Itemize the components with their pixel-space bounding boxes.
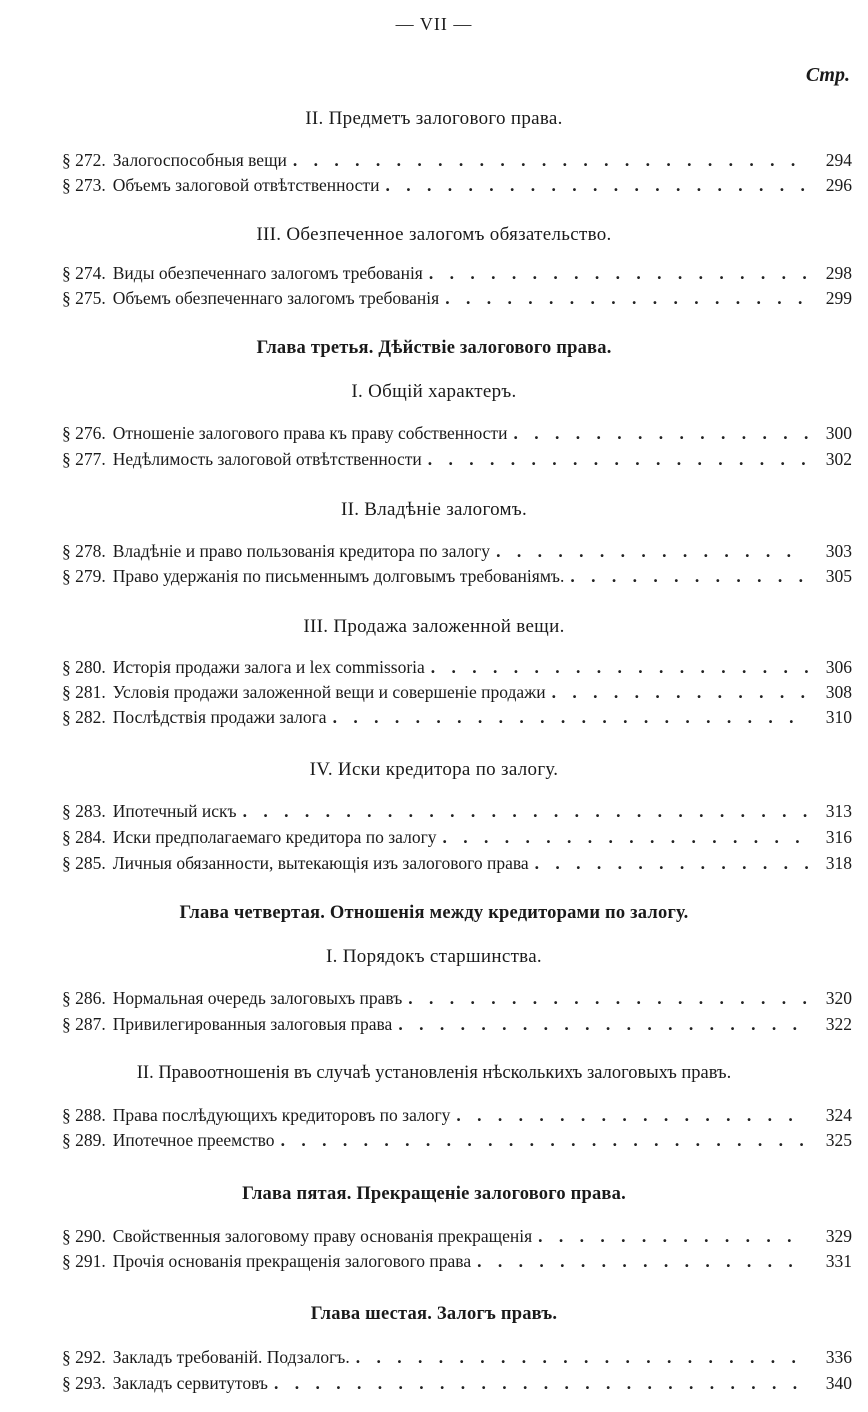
toc-entry [62,263,852,287]
section-number: § 277. [62,449,106,469]
page-ref: 318 [825,853,852,873]
chapter-heading: Глава пятая. Прекращеніе залогового права. [242,1184,626,1204]
toc-entry [62,657,852,681]
toc-entry [62,1373,852,1397]
section-number: § 284. [62,827,106,847]
section-number: § 274. [62,263,106,283]
toc-entry [62,801,852,825]
page-ref: 306 [825,657,852,677]
section-number: § 272. [62,150,106,170]
section-heading: III. Продажа заложенной вещи. [303,616,565,637]
dot-leader [456,1105,808,1126]
dot-leader [385,175,808,196]
dot-leader [333,707,808,728]
section-title: Ипотечное преемство [112,1130,275,1150]
chapter-heading: Глава четвертая. Отношенія между кредиторами по залогу. [179,903,689,923]
toc-entry [62,682,852,706]
page-ref: 324 [825,1105,852,1125]
toc-entry [62,1251,852,1275]
section-number: § 291. [62,1251,106,1271]
dot-leader [431,657,808,678]
dot-leader [538,1226,808,1247]
section-heading: II. Правоотношенія въ случаѣ установленія нѣсколькихъ залоговыхъ правъ. [136,1063,732,1083]
chapter-heading: Глава третья. Дѣйствіе залогового права. [256,338,612,358]
section-number: § 292. [62,1347,106,1367]
section-heading: III. Обезпеченное залогомъ обязательство. [256,224,612,245]
page-ref: 329 [825,1226,852,1246]
section-title: Владѣніе и право пользованія кредитора по залогу [112,541,491,561]
toc-entry [62,827,852,851]
page-ref: 340 [825,1373,852,1393]
page-ref: 331 [825,1251,852,1271]
section-title: Объемъ обезпеченнаго залогомъ требованія [112,288,440,308]
toc-entry [62,853,852,877]
dot-leader [281,1130,808,1151]
section-title: Права послѣдующихъ кредиторовъ по залогу [112,1105,451,1125]
dot-leader [513,423,808,444]
dot-leader [408,988,808,1009]
toc-entry [62,1226,852,1250]
page-ref: 320 [825,988,852,1008]
toc-entry [62,288,852,312]
page-ref: 325 [825,1130,852,1150]
dot-leader [398,1014,808,1035]
section-title: Иски предполагаемаго кредитора по залогу [112,827,437,847]
dot-leader [274,1373,808,1394]
section-title: Отношеніе залогового права къ праву собственности [112,423,508,443]
page-column-label: Стр. [805,64,850,86]
page-ref: 298 [825,263,852,283]
toc-entry [62,1014,852,1038]
section-title: Закладъ требованій. Подзалогъ. [112,1347,350,1367]
section-title: Привилегированныя залоговыя права [112,1014,393,1034]
section-number: § 281. [62,682,106,702]
section-title: Недѣлимость залоговой отвѣтственности [112,449,422,469]
section-title: Послѣдствія продажи залога [112,707,327,727]
dot-leader [443,827,809,848]
section-title: Залогоспособныя вещи [112,150,287,170]
section-number: § 286. [62,988,106,1008]
dot-leader [496,541,808,562]
page-ref: 313 [825,801,852,821]
section-heading: II. Владѣніе залогомъ. [340,499,528,520]
dot-leader [552,682,808,703]
section-heading: II. Предметъ залогового права. [305,108,563,129]
toc-entry [62,1347,852,1371]
page-number: — VII — [395,14,473,34]
section-number: § 290. [62,1226,106,1246]
toc-entry [62,541,852,565]
page-ref: 296 [825,175,852,195]
toc-entry [62,1130,852,1154]
toc-entry [62,449,852,473]
section-title: Личныя обязанности, вытекающія изъ залогового права [112,853,529,873]
section-number: § 288. [62,1105,106,1125]
section-title: Объемъ залоговой отвѣтственности [112,175,380,195]
section-title: Прочія основанія прекращенія залогового права [112,1251,472,1271]
page-ref: 322 [825,1014,852,1034]
dot-leader [570,566,808,587]
section-number: § 282. [62,707,106,727]
section-number: § 283. [62,801,106,821]
dot-leader [445,288,808,309]
section-title: Право удержанія по письменнымъ долговымъ требованіямъ. [112,566,565,586]
chapter-heading: Глава шестая. Залогъ правъ. [310,1304,558,1324]
dot-leader [356,1347,808,1368]
section-title: Ипотечный искъ [112,801,237,821]
toc-entry [62,1105,852,1129]
section-number: § 275. [62,288,106,308]
section-number: § 279. [62,566,106,586]
dot-leader [293,150,808,171]
page-ref: 303 [825,541,852,561]
section-title: Виды обезпеченнаго залогомъ требованія [112,263,423,283]
section-number: § 285. [62,853,106,873]
section-heading: IV. Иски кредитора по залогу. [309,759,559,780]
toc-entry [62,175,852,199]
section-title: Исторія продажи залога и lex commissoria [112,657,425,677]
toc-entry [62,150,852,174]
section-number: § 287. [62,1014,106,1034]
section-title: Свойственныя залоговому праву основанія прекращенія [112,1226,533,1246]
dot-leader [535,853,808,874]
toc-entry [62,988,852,1012]
section-heading: I. Порядокъ старшинства. [326,946,542,967]
section-heading: I. Общій характеръ. [351,381,517,402]
section-number: § 280. [62,657,106,677]
dot-leader [429,263,808,284]
page-ref: 316 [825,827,852,847]
section-title: Условія продажи заложенной вещи и совершеніе продажи [112,682,546,702]
section-title: Закладъ сервитутовъ [112,1373,268,1393]
page-ref: 310 [825,707,852,727]
toc-entry [62,566,852,590]
dot-leader [428,449,808,470]
toc-entry [62,423,852,447]
section-number: § 276. [62,423,106,443]
section-title: Нормальная очередь залоговыхъ правъ [112,988,403,1008]
toc-entry [62,707,852,731]
section-number: § 293. [62,1373,106,1393]
section-number: § 273. [62,175,106,195]
page-ref: 336 [825,1347,852,1367]
section-number: § 289. [62,1130,106,1150]
section-number: § 278. [62,541,106,561]
page-ref: 300 [825,423,852,443]
page-ref: 308 [825,682,852,702]
dot-leader [243,801,808,822]
page-ref: 305 [825,566,852,586]
page-ref: 294 [825,150,852,170]
dot-leader [477,1251,808,1272]
page-ref: 299 [825,288,852,308]
page-ref: 302 [825,449,852,469]
